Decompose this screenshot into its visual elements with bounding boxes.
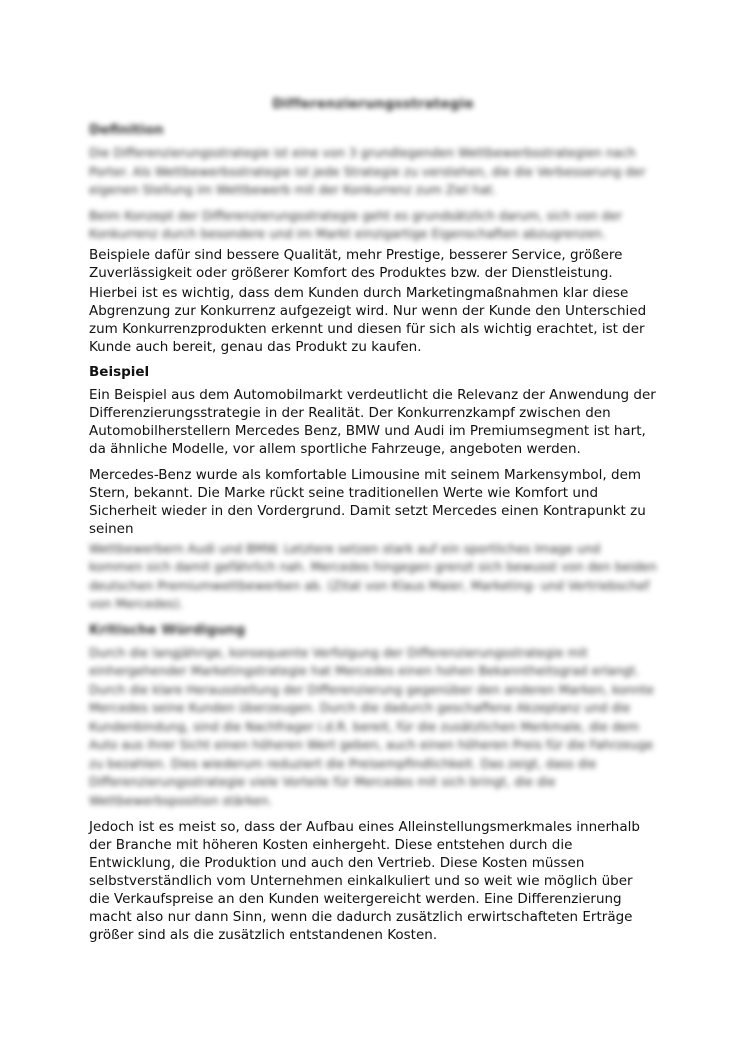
paragraph-definition-2: Beim Konzept der Differenzierungsstrategie geht es grundsätzlich darum, sich von der Konkurrenz durch besondere und im Markt einzigartige Eigenschaften abzugrenzen. <box>89 208 622 241</box>
paragraph-definition-4: Hierbei ist es wichtig, dass dem Kunden durch Marketingmaßnahmen klar diese Abgrenzung zur Konkurrenz aufgezeigt wird. Nur wenn der Kunde den Unterschied zum Konkurrenzprodukten erkennt und diesen für sich als wichtig erachtet, ist der Kunde auch bereit, genau das Produkt zu kaufen. <box>89 284 647 355</box>
document-title: Differenzierungsstrategie <box>272 96 474 112</box>
blurred-section-top <box>89 96 657 244</box>
paragraph-definition-1: Die Differenzierungsstrategie ist eine von 3 grundlegenden Wettbewerbsstrategien nach Porter. Als Wettbewerbsstrategie ist jede Strategie zu verstehen, die die Verbesserung der eigenen Stellung im Wettbewerb mit der Konkurrenz zum Ziel hat. <box>89 146 646 197</box>
paragraph-example-2: Mercedes-Benz wurde als komfortable Limousine mit seinem Markensymbol, dem Stern, bekannt. Die Marke rückt seine traditionellen Werte wie Komfort und Sicherheit wieder in den Vordergrund. Damit setzt Mercedes einen Kontrapunkt zu seinen <box>89 466 646 537</box>
paragraph-definition-3: Beispiele dafür sind bessere Qualität, mehr Prestige, besserer Service, größere Zuverlässigkeit oder größerer Komfort des Produktes bzw. der Dienstleistung. <box>89 246 623 281</box>
heading-critique: Kritische Würdigung <box>89 621 246 638</box>
paragraph-critique-2: Jedoch ist es meist so, dass der Aufbau eines Alleinstellungsmerkmales innerhalb der Branche mit höheren Kosten einhergeht. Diese entstehen durch die Entwicklung, die Produktion und auch den Vertrieb. Diese Kosten müssen selbstverständlich vom Unternehmen einkalkuliert und so weit wie möglich über die Verkaufspreise an den Kunden weitergereicht werden. Eine Differenzierung macht also nur dann Sinn, wenn die dadurch zusätzlich erwirtschafteten Erträge größer sind als die zusätzlich entstandenen Kosten. <box>89 819 640 943</box>
paragraph-example-1: Ein Beispiel aus dem Automobilmarkt verdeutlicht die Relevanz der Anwendung der Differenzierungsstrategie in der Realität. Der Konkurrenzkampf zwischen den Automobilherstellern Mercedes Benz, BMW und Audi im Premiumsegment ist hart, da ähnliche Modelle, vor allem sportliche Fahrzeuge, angeboten werden. <box>89 386 656 457</box>
paragraph-example-2-continued: Wettbewerbern Audi und BMW. Letztere setzen stark auf ein sportliches Image und kommen sich damit gefährlich nah. Mercedes hingegen grenzt sich bewusst von den beiden deutschen Premiumwettbewerben ab. (Zitat von Klaus Maier, Marketing- und Vertriebschef von Mercedes). <box>89 541 657 611</box>
heading-definition: Definition <box>89 122 164 138</box>
document-content <box>89 96 657 952</box>
heading-example: Beispiel <box>89 363 150 380</box>
blurred-section-middle <box>89 540 657 811</box>
paragraph-critique-1: Durch die langjährige, konsequente Verfolgung der Differenzierungsstrategie mit einhergehender Marketingstrategie hat Mercedes einen hohen Bekanntheitsgrad erlangt. Durch die klare Herausstellung der Differenzierung gegenüber den anderen Marken, konnte Mercedes seine Kunden überzeugen. Durch die dadurch geschaffene Akzeptanz und die Kundenbindung, sind die Nachfrager i.d.R. bereit, für die zusätzlichen Merkmale, die dem Auto aus ihrer Sicht einen höheren Wert geben, auch einen höheren Preis für die Fahrzeuge zu bezahlen. Dies wiederum reduziert die Preisempfindlichkeit. Das zeigt, dass die Differenzierungsstrategie viele Vorteile für Mercedes mit sich bringt, die die Wettbewerbsposition stärken. <box>89 645 655 808</box>
